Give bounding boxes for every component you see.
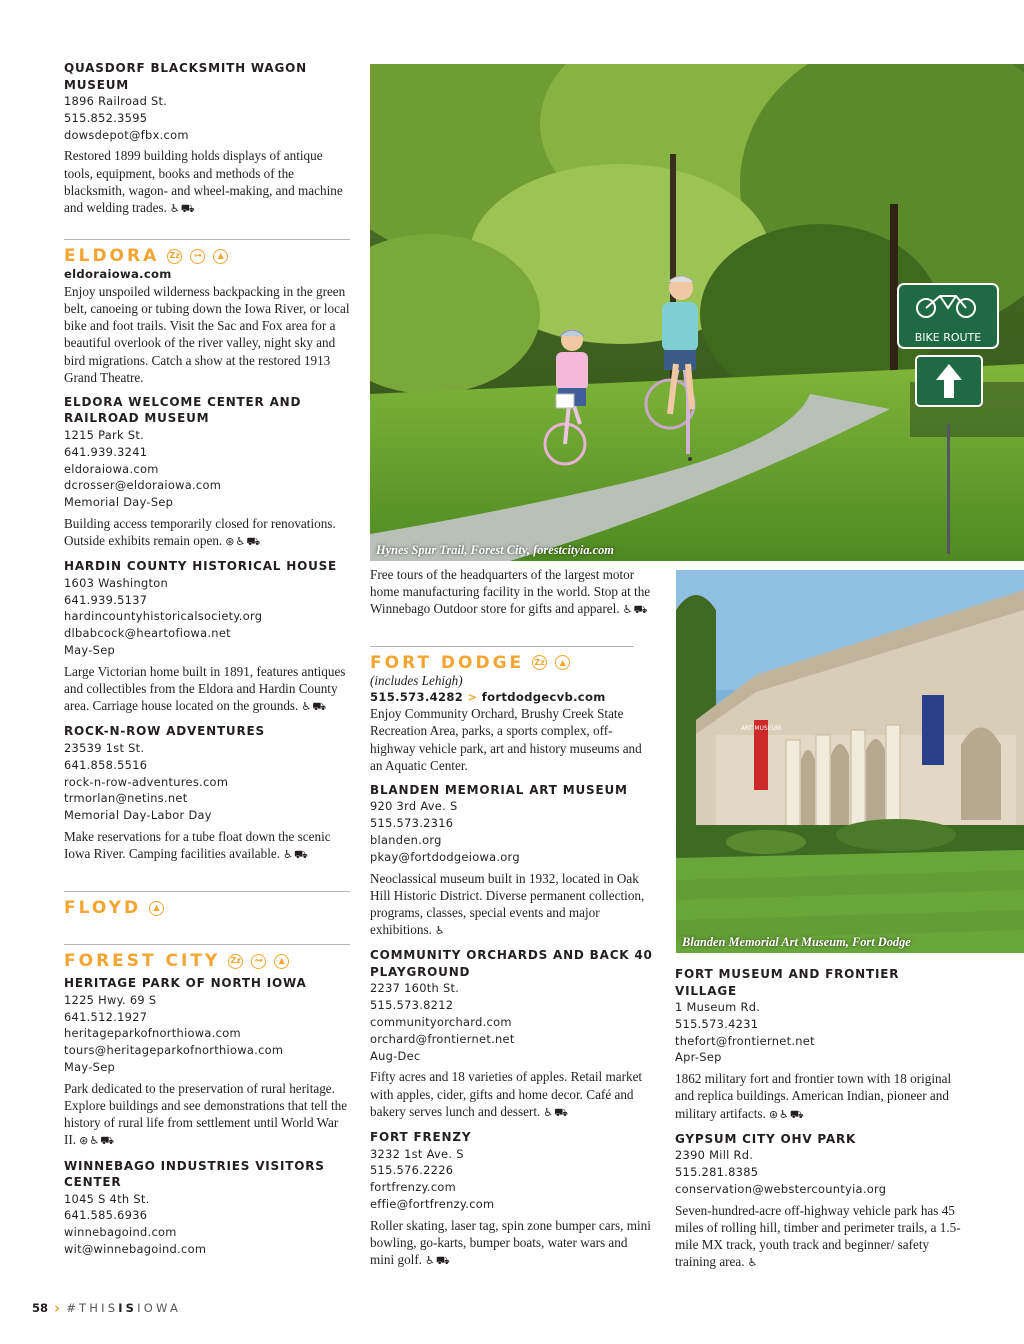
listing-address: 1896 Railroad St. <box>64 94 168 108</box>
listing-address: 1225 Hwy. 69 S <box>64 992 157 1007</box>
listing-website[interactable]: fortfrenzy.com <box>370 1180 457 1195</box>
amenity-icons <box>435 922 446 939</box>
listing-season: Apr-Sep <box>675 1050 722 1065</box>
listing-name: BLANDEN MEMORIAL ART MUSEUM <box>370 782 628 797</box>
listing-phone: 515.573.2316 <box>370 816 454 831</box>
wheelchair-icon: ♿ <box>301 700 313 714</box>
listing-email[interactable]: dlbabcock@heartofiowa.net <box>64 626 231 641</box>
listing-name: COMMUNITY ORCHARDS AND BACK 40 PLAYGROUND <box>370 948 653 979</box>
listing-email[interactable]: pkay@fortdodgeiowa.org <box>370 849 520 864</box>
listing-description: Roller skating, laser tag, spin zone bumper cars, mini bowling, go-karts, bumper boats, water wars and mini golf. ♿⛟ <box>370 1217 654 1270</box>
amenity-icons <box>623 601 649 618</box>
bus-icon: ⛟ <box>633 603 649 617</box>
listing-website[interactable]: communityorchard.com <box>370 1015 512 1030</box>
ticket-icon: ⊶ <box>251 954 266 969</box>
listing-website[interactable]: blanden.org <box>370 833 442 848</box>
listing-phone: 641.939.3241 <box>64 444 148 459</box>
listing-phone: 515.573.4231 <box>675 1016 759 1031</box>
amenity-icons <box>170 200 196 217</box>
listing-phone: 515.576.2226 <box>370 1163 454 1178</box>
city-heading-floyd <box>64 898 350 918</box>
city-phone: 515.573.4282 <box>370 689 464 704</box>
bus-icon: ⛟ <box>246 535 262 549</box>
listing-description: 1862 military fort and frontier town with 18 original and replica buildings. American Indian, pioneer and military artifacts. ⊛♿⛟ <box>675 1070 961 1123</box>
city-contact <box>370 689 654 706</box>
section-divider <box>370 646 634 647</box>
section-divider <box>64 239 350 240</box>
listing-name: QUASDORF BLACKSMITH WAGON MUSEUM <box>64 61 308 92</box>
listing-season: Memorial Day-Labor Day <box>64 808 212 823</box>
tent-icon: ▲ <box>555 655 570 670</box>
listing-heritage-park <box>64 975 350 1149</box>
listing-name: WINNEBAGO INDUSTRIES VISITORS CENTER <box>64 1158 325 1190</box>
chevron-right-icon: › <box>54 1299 61 1317</box>
amenity-icons <box>543 1104 569 1121</box>
bus-icon: ⛟ <box>312 700 328 714</box>
listing-name: GYPSUM CITY OHV PARK <box>675 1131 857 1146</box>
chevron-right-icon: > <box>467 689 478 704</box>
hashtag: #THISISIOWA <box>66 1301 182 1315</box>
listing-address: 2237 160th St. <box>370 981 460 996</box>
ticket-icon: ⊶ <box>190 249 205 264</box>
listing-phone: 641.939.5137 <box>64 592 148 607</box>
listing-phone: 641.858.5516 <box>64 757 148 772</box>
amenity-icons <box>769 1106 805 1123</box>
globe-icon: ⊛ <box>225 535 236 549</box>
photo-caption: Blanden Memorial Art Museum, Fort Dodge <box>682 935 911 949</box>
zz-icon: Zz <box>167 249 182 264</box>
listing-description: Make reservations for a tube float down the scenic Iowa River. Camping facilities available. ♿⛟ <box>64 828 350 863</box>
listing-description: Seven-hundred-acre off-highway vehicle park has 45 miles of rolling hill, timber and perimeter trails, a 1.5-mile MX track, youth track and beginner/ safety training area. ♿ <box>675 1202 961 1272</box>
listing-email[interactable]: effie@fortfrenzy.com <box>370 1196 495 1211</box>
listing-website[interactable]: heritageparkofnorthiowa.com <box>64 1026 241 1041</box>
listing-name: ELDORA WELCOME CENTER AND RAILROAD MUSEUM <box>64 394 302 426</box>
city-name: FLOYD <box>64 898 142 919</box>
amenity-icons <box>301 698 327 715</box>
listing-description: Large Victorian home built in 1891, features antiques and collectibles from the Eldora and Hardin County area. Carriage house located on the grounds. ♿⛟ <box>64 663 350 716</box>
museum-image <box>676 570 1024 953</box>
bus-icon: ⛟ <box>293 848 309 862</box>
column-left <box>64 60 350 1266</box>
wheelchair-icon: ♿ <box>89 1134 101 1148</box>
photo-caption: Hynes Spur Trail, Forest City, forestcityia.com <box>376 543 614 557</box>
bike-sign-text: BIKE ROUTE <box>914 331 982 344</box>
wheelchair-icon: ♿ <box>543 1105 555 1119</box>
city-name: FOREST CITY <box>64 951 221 972</box>
wheelchair-icon: ♿ <box>434 924 446 938</box>
city-website[interactable]: fortdodgecvb.com <box>481 689 606 704</box>
listing-website[interactable]: winnebagoind.com <box>64 1225 177 1240</box>
listing-address: 920 3rd Ave. S <box>370 799 458 814</box>
amenity-icons <box>79 1132 115 1149</box>
listing-season: Aug-Dec <box>370 1048 421 1063</box>
winnebago-description: Free tours of the headquarters of the largest motor home manufacturing facility in the world. Stop at the Winnebago Outdoor store for gifts and apparel. ♿⛟ <box>370 566 654 619</box>
amenity-icons <box>748 1254 759 1271</box>
listing-email[interactable]: thefort@frontiernet.net <box>675 1033 815 1048</box>
listing-phone: 641.585.6936 <box>64 1208 148 1223</box>
listing-email[interactable]: dcrosser@eldoraiowa.com <box>64 478 222 493</box>
column-right <box>675 966 961 1280</box>
city-website[interactable]: eldoraiowa.com <box>64 267 172 282</box>
listing-email[interactable]: orchard@frontiernet.net <box>370 1031 515 1046</box>
listing-phone: 515.281.8385 <box>675 1165 759 1180</box>
bike-trail-photo <box>370 64 1024 561</box>
listing-name: HERITAGE PARK OF NORTH IOWA <box>64 976 307 991</box>
listing-description: Building access temporarily closed for renovations. Outside exhibits remain open. ⊛♿⛟ <box>64 515 350 550</box>
listing-name: FORT FRENZY <box>370 1130 472 1145</box>
listing-quasdorf <box>64 60 350 217</box>
listing-name: HARDIN COUNTY HISTORICAL HOUSE <box>64 559 338 574</box>
listing-description: Park dedicated to the preservation of rural heritage. Explore buildings and see demonstrations that tell the history of rural life from settlement until World War II. ⊛♿⛟ <box>64 1080 350 1150</box>
listing-email[interactable]: wit@winnebagoind.com <box>64 1241 207 1256</box>
city-heading-forest-city <box>64 951 350 971</box>
listing-address: 1045 S 4th St. <box>64 1191 150 1206</box>
listing-hardin-county <box>64 558 350 715</box>
listing-fort-museum <box>675 966 961 1123</box>
listing-season: May-Sep <box>64 1059 116 1074</box>
exhibit-banner <box>922 695 944 765</box>
wheelchair-icon: ♿ <box>169 202 181 215</box>
listing-phone: 515.852.3595 <box>64 110 148 125</box>
zz-icon: Zz <box>228 954 243 969</box>
listing-winnebago <box>64 1158 350 1258</box>
wheelchair-icon: ♿ <box>779 1107 790 1121</box>
listing-gypsum-city <box>675 1131 961 1272</box>
city-intro-eldora <box>64 266 350 386</box>
listing-website[interactable]: rock-n-row-adventures.com <box>64 774 229 789</box>
banner-text: ART MUSEUM <box>740 725 782 732</box>
listing-name: ROCK-N-ROW ADVENTURES <box>64 724 265 739</box>
section-divider <box>64 944 350 945</box>
wheelchair-icon: ♿ <box>425 1254 436 1268</box>
listing-email[interactable]: tours@heritageparkofnorthiowa.com <box>64 1043 284 1058</box>
column-middle <box>370 566 654 1277</box>
amenity-icons <box>225 533 261 550</box>
listing-email[interactable]: trmorlan@netins.net <box>64 791 188 806</box>
listing-address: 3232 1st Ave. S <box>370 1146 464 1161</box>
listing-description: Restored 1899 building holds displays of antique tools, equipment, books and methods of the blacksmith, wagon- and wheel-making, and machine and welding trades. ♿⛟ <box>64 147 350 217</box>
listing-address: 23539 1st St. <box>64 740 145 755</box>
listing-address: 1603 Washington <box>64 575 169 590</box>
listing-name: FORT MUSEUM AND FRONTIER VILLAGE <box>675 967 900 998</box>
listing-season: May-Sep <box>64 643 116 657</box>
wheelchair-icon: ♿ <box>622 603 634 617</box>
listing-address: 1215 Park St. <box>64 427 145 442</box>
bus-icon: ⛟ <box>180 202 196 215</box>
listing-phone: 515.573.8212 <box>370 998 454 1013</box>
listing-blanden <box>370 782 654 940</box>
city-subtitle: (includes Lehigh) <box>370 672 463 688</box>
listing-community-orchards <box>370 947 654 1121</box>
wheelchair-icon: ♿ <box>747 1256 759 1270</box>
city-intro-fort-dodge <box>370 673 654 774</box>
bike-trail-image <box>370 64 1024 561</box>
city-heading-fort-dodge <box>370 653 654 673</box>
listing-fort-frenzy <box>370 1129 654 1269</box>
wheelchair-icon: ♿ <box>235 535 247 549</box>
city-description: Enjoy unspoiled wilderness backpacking in the green belt, canoeing or tubing down the Iowa River, or local bike and foot trails. Visit the Sac and Fox area for a beautiful overlook of the river valley, night sky and bird migrations. Catch a show at the restored 1913 Grand Theatre. <box>64 283 350 385</box>
city-name: FORT DODGE <box>370 652 525 673</box>
bus-icon: ⛟ <box>100 1134 116 1148</box>
tent-icon: ▲ <box>213 249 228 264</box>
bus-icon: ⛟ <box>789 1107 805 1121</box>
listing-address: 2390 Mill Rd. <box>675 1148 754 1163</box>
city-heading-eldora <box>64 246 350 266</box>
page-footer <box>32 1299 181 1317</box>
listing-website[interactable]: eldoraiowa.com <box>64 461 159 476</box>
city-name: ELDORA <box>64 246 160 267</box>
listing-rock-n-row <box>64 723 350 863</box>
tent-icon: ▲ <box>149 901 164 916</box>
listing-email[interactable]: conservation@webstercountyia.org <box>675 1181 887 1196</box>
listing-website[interactable]: hardincountyhistoricalsociety.org <box>64 609 263 624</box>
globe-icon: ⊛ <box>768 1107 780 1121</box>
listing-season: Memorial Day-Sep <box>64 495 174 510</box>
globe-icon: ⊛ <box>79 1134 90 1148</box>
blanden-museum-photo <box>676 570 1024 953</box>
listing-description: Neoclassical museum built in 1932, located in Oak Hill Historic District. Diverse permanent collection, programs, classes, special events and major exhibitions. ♿ <box>370 870 654 940</box>
city-description: Enjoy Community Orchard, Brushy Creek State Recreation Area, parks, a sports complex, off-highway vehicle park, art and history museums and an Aquatic Center. <box>370 706 642 773</box>
tent-icon: ▲ <box>274 954 289 969</box>
amenity-icons <box>283 846 309 863</box>
listing-email[interactable]: dowsdepot@fbx.com <box>64 127 189 142</box>
listing-address: 1 Museum Rd. <box>675 1000 761 1014</box>
zz-icon: Zz <box>532 655 547 670</box>
listing-phone: 641.512.1927 <box>64 1009 148 1024</box>
wheelchair-icon: ♿ <box>283 848 294 862</box>
page-number: 58 <box>32 1301 49 1315</box>
amenity-icons <box>425 1252 451 1269</box>
bus-icon: ⛟ <box>435 1254 451 1268</box>
bus-icon: ⛟ <box>554 1105 569 1119</box>
section-divider <box>64 891 350 892</box>
listing-eldora-welcome <box>64 394 350 550</box>
listing-description: Fifty acres and 18 varieties of apples. Retail market with apples, cider, gifts and home decor. Café and bakery serves lunch and dessert. ♿⛟ <box>370 1068 654 1121</box>
